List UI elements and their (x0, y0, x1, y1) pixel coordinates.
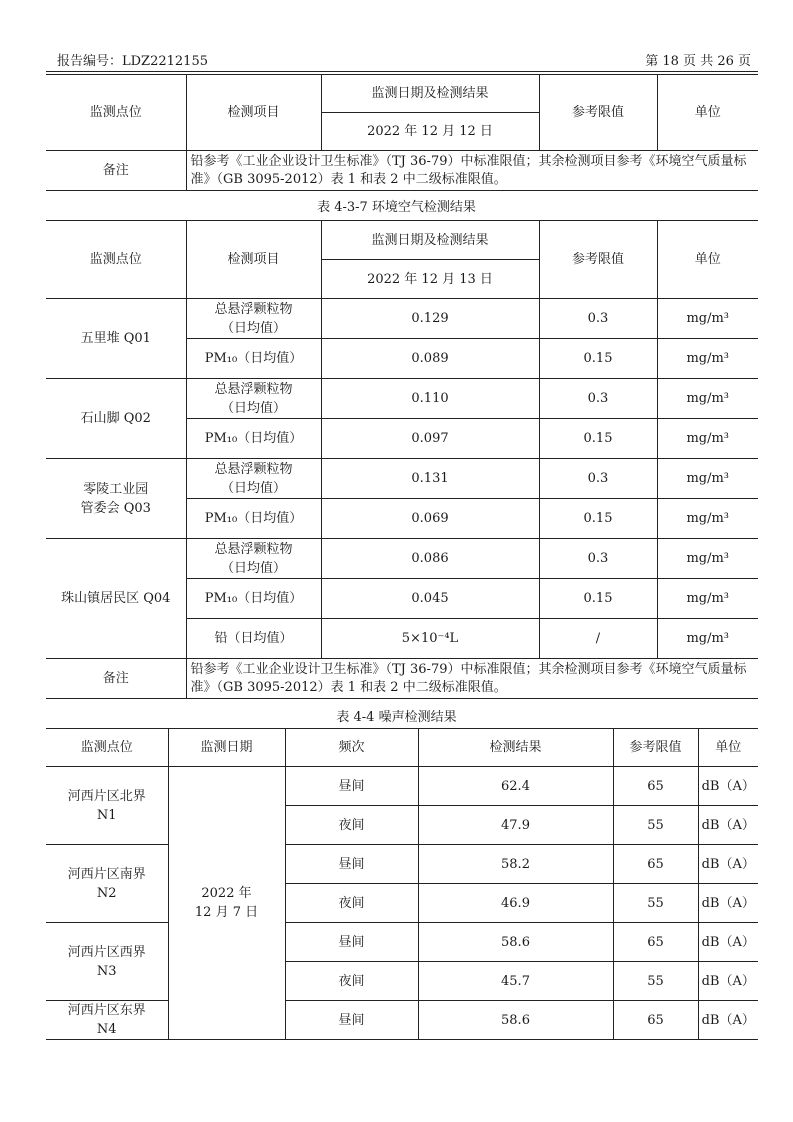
period-cell: 昼间 (285, 845, 418, 884)
table-row (46, 1001, 758, 1040)
noise-header-cell: 检测结果 (418, 729, 613, 767)
report-number: 报告编号：LDZ2212155 (57, 54, 208, 69)
item-cell: PM₁₀（日均值） (186, 499, 321, 539)
unit-cell: mg/m³ (657, 339, 758, 379)
result-cell: 0.129 (321, 299, 539, 339)
limit-cell: 65 (613, 1001, 698, 1040)
period-cell: 夜间 (285, 806, 418, 845)
unit-cell: mg/m³ (657, 579, 758, 619)
noise-table-caption: 表 4-4 噪声检测结果 (336, 710, 457, 725)
unit-cell: mg/m³ (657, 539, 758, 579)
air-table-caption: 表 4-3-7 环境空气检测结果 (317, 200, 476, 215)
item-cell: PM₁₀（日均值） (186, 579, 321, 619)
result-cell: 0.089 (321, 339, 539, 379)
site-cell: 珠山镇居民区 Q04 (46, 539, 186, 659)
limit-cell: 65 (613, 923, 698, 962)
limit-cell: 0.15 (539, 339, 657, 379)
table-row (46, 539, 758, 579)
limit-cell: 65 (613, 767, 698, 806)
page-number: 第 18 页 共 26 页 (645, 54, 751, 69)
unit-cell: dB（A） (698, 962, 758, 1001)
item-cell: 总悬浮颗粒物 （日均值） (186, 299, 321, 339)
result-cell: 62.4 (418, 767, 613, 806)
result-cell: 5×10⁻⁴L (321, 619, 539, 659)
noise-header-cell: 频次 (285, 729, 418, 767)
table-row (46, 299, 758, 339)
limit-cell: 55 (613, 962, 698, 1001)
result-cell: 0.069 (321, 499, 539, 539)
header-date: 2022 年 12 月 13 日 (321, 260, 539, 299)
site-cell: 五里堆 Q01 (46, 299, 186, 379)
period-cell: 夜间 (285, 962, 418, 1001)
continued-table (46, 74, 758, 191)
header-item: 检测项目 (186, 75, 321, 151)
header-rule (46, 71, 758, 72)
limit-cell: 0.3 (539, 539, 657, 579)
result-cell: 58.6 (418, 923, 613, 962)
noise-header-cell: 监测日期 (168, 729, 285, 767)
unit-cell: mg/m³ (657, 619, 758, 659)
header-site: 监测点位 (46, 221, 186, 299)
item-cell: 总悬浮颗粒物 （日均值） (186, 459, 321, 499)
result-cell: 46.9 (418, 884, 613, 923)
table-row (46, 923, 758, 962)
unit-cell: dB（A） (698, 923, 758, 962)
header-limit: 参考限值 (539, 75, 657, 151)
noise-header-cell: 参考限值 (613, 729, 698, 767)
table-row (46, 767, 758, 806)
site-cell: 河西片区北界 N1 (46, 767, 168, 845)
header-site: 监测点位 (46, 75, 186, 151)
note-text: 铅参考《工业企业设计卫生标准》（TJ 36-79）中标准限值；其余检测项目参考《环境空气质量标准》（GB 3095-2012）表 1 和表 2 中二级标准限值。 (186, 151, 758, 191)
item-cell: 总悬浮颗粒物 （日均值） (186, 539, 321, 579)
table-row (46, 845, 758, 884)
header-date: 2022 年 12 月 12 日 (321, 113, 539, 151)
table-row (46, 379, 758, 419)
limit-cell: 65 (613, 845, 698, 884)
note-label: 备注 (46, 659, 186, 699)
site-cell: 河西片区东界 N4 (46, 1001, 168, 1040)
air-quality-table (46, 220, 758, 699)
result-cell: 45.7 (418, 962, 613, 1001)
item-cell: 总悬浮颗粒物 （日均值） (186, 379, 321, 419)
date-cell: 2022 年 12 月 7 日 (168, 767, 285, 1040)
table-row (46, 459, 758, 499)
note-label: 备注 (46, 151, 186, 191)
unit-cell: dB（A） (698, 845, 758, 884)
period-cell: 昼间 (285, 1001, 418, 1040)
result-cell: 47.9 (418, 806, 613, 845)
limit-cell: 55 (613, 884, 698, 923)
period-cell: 夜间 (285, 884, 418, 923)
noise-header-cell: 监测点位 (46, 729, 168, 767)
limit-cell: 0.3 (539, 299, 657, 339)
header-unit: 单位 (657, 75, 758, 151)
item-cell: 铅（日均值） (186, 619, 321, 659)
limit-cell: 0.3 (539, 379, 657, 419)
unit-cell: mg/m³ (657, 459, 758, 499)
site-cell: 石山脚 Q02 (46, 379, 186, 459)
period-cell: 昼间 (285, 767, 418, 806)
result-cell: 0.045 (321, 579, 539, 619)
period-cell: 昼间 (285, 923, 418, 962)
result-cell: 58.2 (418, 845, 613, 884)
result-cell: 58.6 (418, 1001, 613, 1040)
unit-cell: mg/m³ (657, 379, 758, 419)
result-cell: 0.097 (321, 419, 539, 459)
limit-cell: 0.15 (539, 419, 657, 459)
unit-cell: mg/m³ (657, 299, 758, 339)
limit-cell: 0.3 (539, 459, 657, 499)
result-cell: 0.131 (321, 459, 539, 499)
header-date-group: 监测日期及检测结果 (321, 75, 539, 113)
limit-cell: / (539, 619, 657, 659)
unit-cell: dB（A） (698, 767, 758, 806)
item-cell: PM₁₀（日均值） (186, 419, 321, 459)
site-cell: 零陵工业园 管委会 Q03 (46, 459, 186, 539)
limit-cell: 0.15 (539, 579, 657, 619)
header-item: 检测项目 (186, 221, 321, 299)
unit-cell: mg/m³ (657, 499, 758, 539)
note-text: 铅参考《工业企业设计卫生标准》（TJ 36-79）中标准限值；其余检测项目参考《环境空气质量标准》（GB 3095-2012）表 1 和表 2 中二级标准限值。 (186, 659, 758, 699)
header-unit: 单位 (657, 221, 758, 299)
noise-header-cell: 单位 (698, 729, 758, 767)
site-cell: 河西片区南界 N2 (46, 845, 168, 923)
unit-cell: dB（A） (698, 1001, 758, 1040)
site-cell: 河西片区西界 N3 (46, 923, 168, 1001)
result-cell: 0.086 (321, 539, 539, 579)
header-date-group: 监测日期及检测结果 (321, 221, 539, 260)
result-cell: 0.110 (321, 379, 539, 419)
unit-cell: mg/m³ (657, 419, 758, 459)
unit-cell: dB（A） (698, 884, 758, 923)
limit-cell: 55 (613, 806, 698, 845)
unit-cell: dB（A） (698, 806, 758, 845)
noise-table (46, 728, 758, 1040)
item-cell: PM₁₀（日均值） (186, 339, 321, 379)
limit-cell: 0.15 (539, 499, 657, 539)
header-limit: 参考限值 (539, 221, 657, 299)
